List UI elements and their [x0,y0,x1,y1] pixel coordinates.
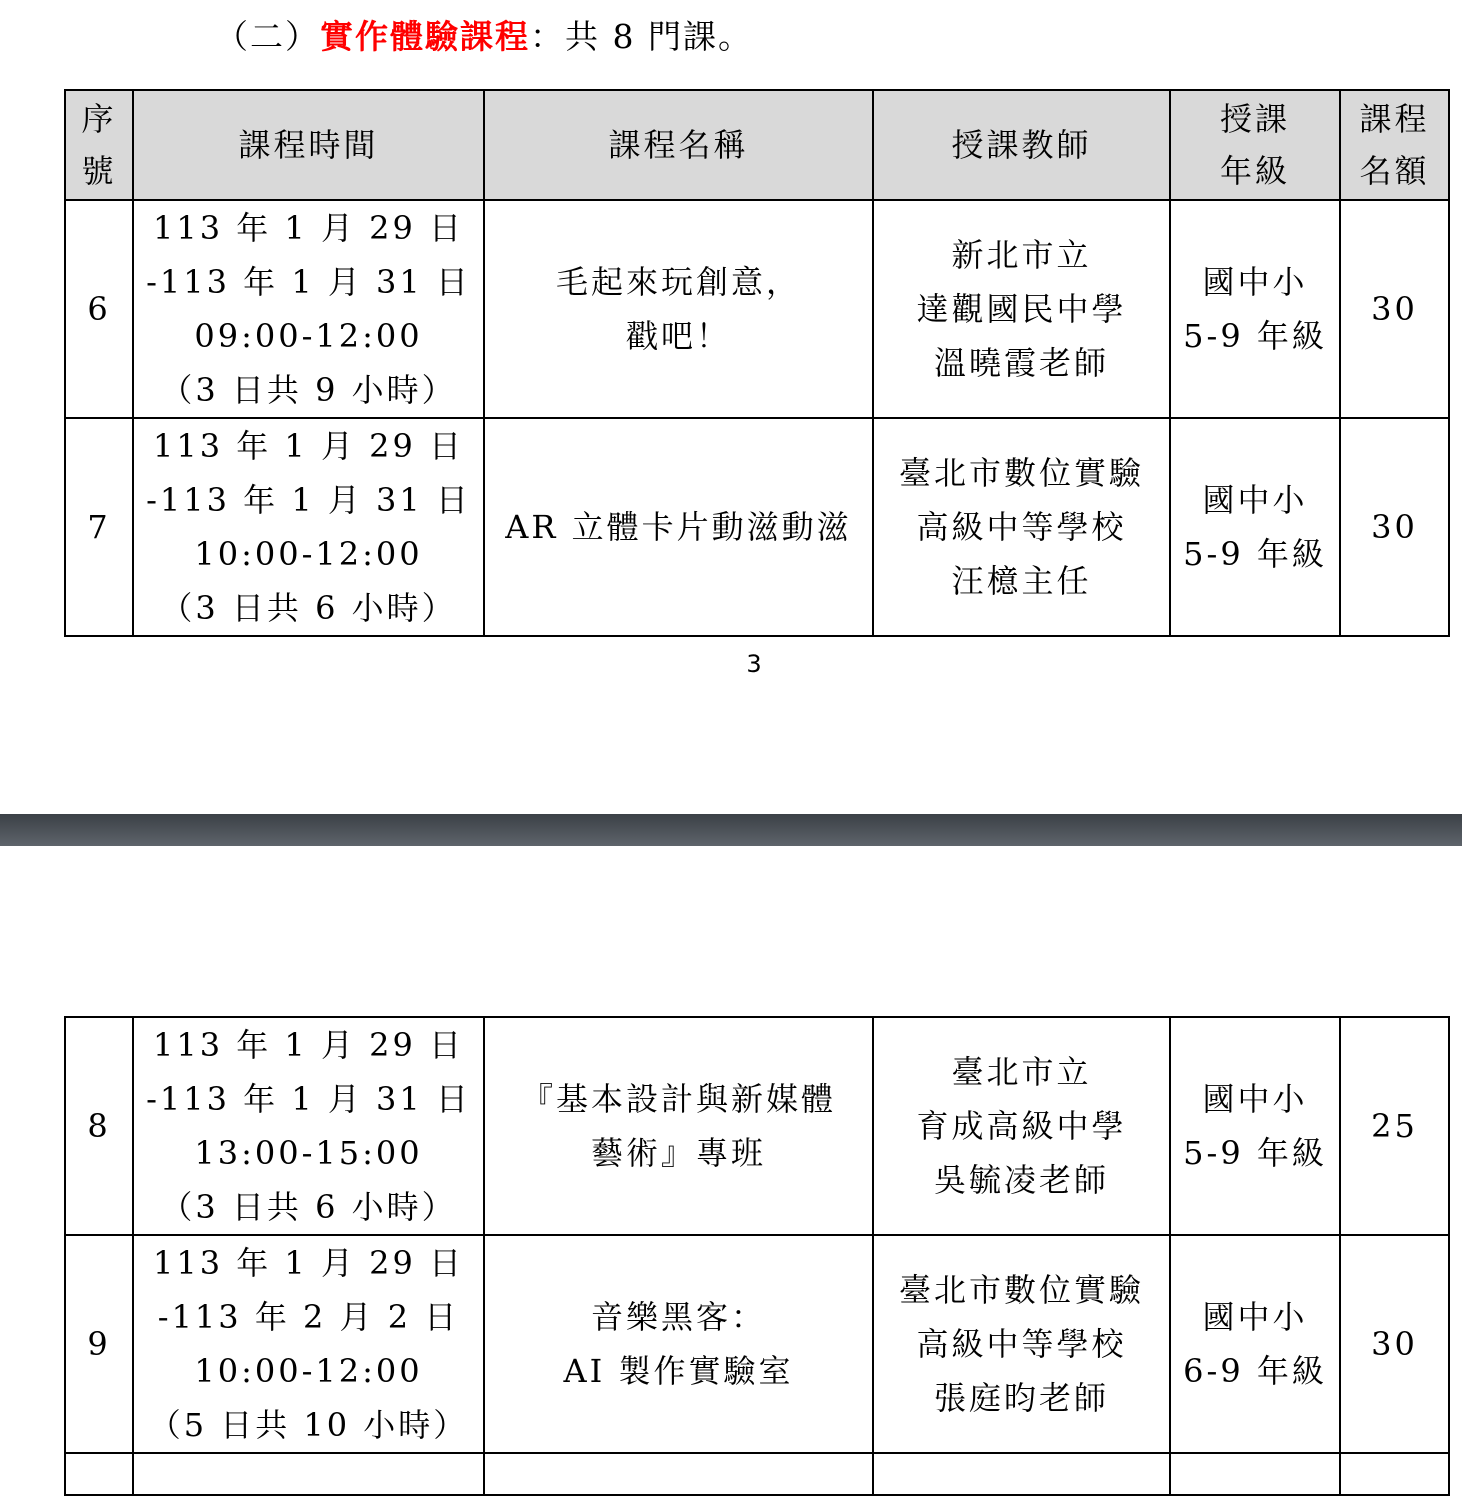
cell-empty [484,1453,873,1495]
course-table-bottom [64,1016,1450,1496]
cell-time: 113 年 1 月 29 日 -113 年 2 月 2 日 10:00-12:00 （5 日共 10 小時） [133,1235,484,1453]
cell-empty [65,1453,133,1495]
table-row [65,1017,1449,1235]
cell-name: AR 立體卡片動滋動滋 [484,418,873,636]
course-table-top [64,89,1450,637]
cell-name: 毛起來玩創意， 戳吧！ [484,200,873,418]
cell-time: 113 年 1 月 29 日 -113 年 1 月 31 日 09:00-12:00 （3 日共 9 小時） [133,200,484,418]
cell-name: 『基本設計與新媒體 藝術』專班 [484,1017,873,1235]
heading-highlight: 實作體驗課程 [320,17,530,56]
cell-grade: 國中小 5-9 年級 [1170,200,1340,418]
header-teacher: 授課教師 [873,90,1170,200]
cell-grade: 國中小 5-9 年級 [1170,418,1340,636]
cell-empty [1340,1453,1449,1495]
header-seq: 序 號 [65,90,133,200]
cell-teacher: 臺北市數位實驗 高級中等學校 汪檍主任 [873,418,1170,636]
header-grade: 授課 年級 [1170,90,1340,200]
cell-teacher: 臺北市數位實驗 高級中等學校 張庭昀老師 [873,1235,1170,1453]
heading-suffix: ：共 8 門課。 [530,17,753,56]
cell-grade: 國中小 6-9 年級 [1170,1235,1340,1453]
cell-grade: 國中小 5-9 年級 [1170,1017,1340,1235]
heading-prefix: （二） [215,17,320,56]
cell-seq: 8 [65,1017,133,1235]
cell-quota: 30 [1340,200,1449,418]
cell-quota: 30 [1340,1235,1449,1453]
cell-empty [133,1453,484,1495]
table-row-partial [65,1453,1449,1495]
cell-seq: 7 [65,418,133,636]
cell-quota: 30 [1340,418,1449,636]
header-time: 課程時間 [133,90,484,200]
table-header-row [65,90,1449,200]
cell-empty [873,1453,1170,1495]
cell-empty [1170,1453,1340,1495]
page-divider [0,814,1462,846]
table-row [65,200,1449,418]
table-row [65,1235,1449,1453]
section-heading [215,14,753,60]
cell-seq: 6 [65,200,133,418]
cell-seq: 9 [65,1235,133,1453]
cell-teacher: 新北市立 達觀國民中學 溫曉霞老師 [873,200,1170,418]
cell-quota: 25 [1340,1017,1449,1235]
cell-time: 113 年 1 月 29 日 -113 年 1 月 31 日 13:00-15:00 （3 日共 6 小時） [133,1017,484,1235]
cell-time: 113 年 1 月 29 日 -113 年 1 月 31 日 10:00-12:00 （3 日共 6 小時） [133,418,484,636]
cell-name: 音樂黑客： AI 製作實驗室 [484,1235,873,1453]
page-number: 3 [746,650,762,678]
cell-teacher: 臺北市立 育成高級中學 吳毓凌老師 [873,1017,1170,1235]
table-row [65,418,1449,636]
header-name: 課程名稱 [484,90,873,200]
header-quota: 課程 名額 [1340,90,1449,200]
